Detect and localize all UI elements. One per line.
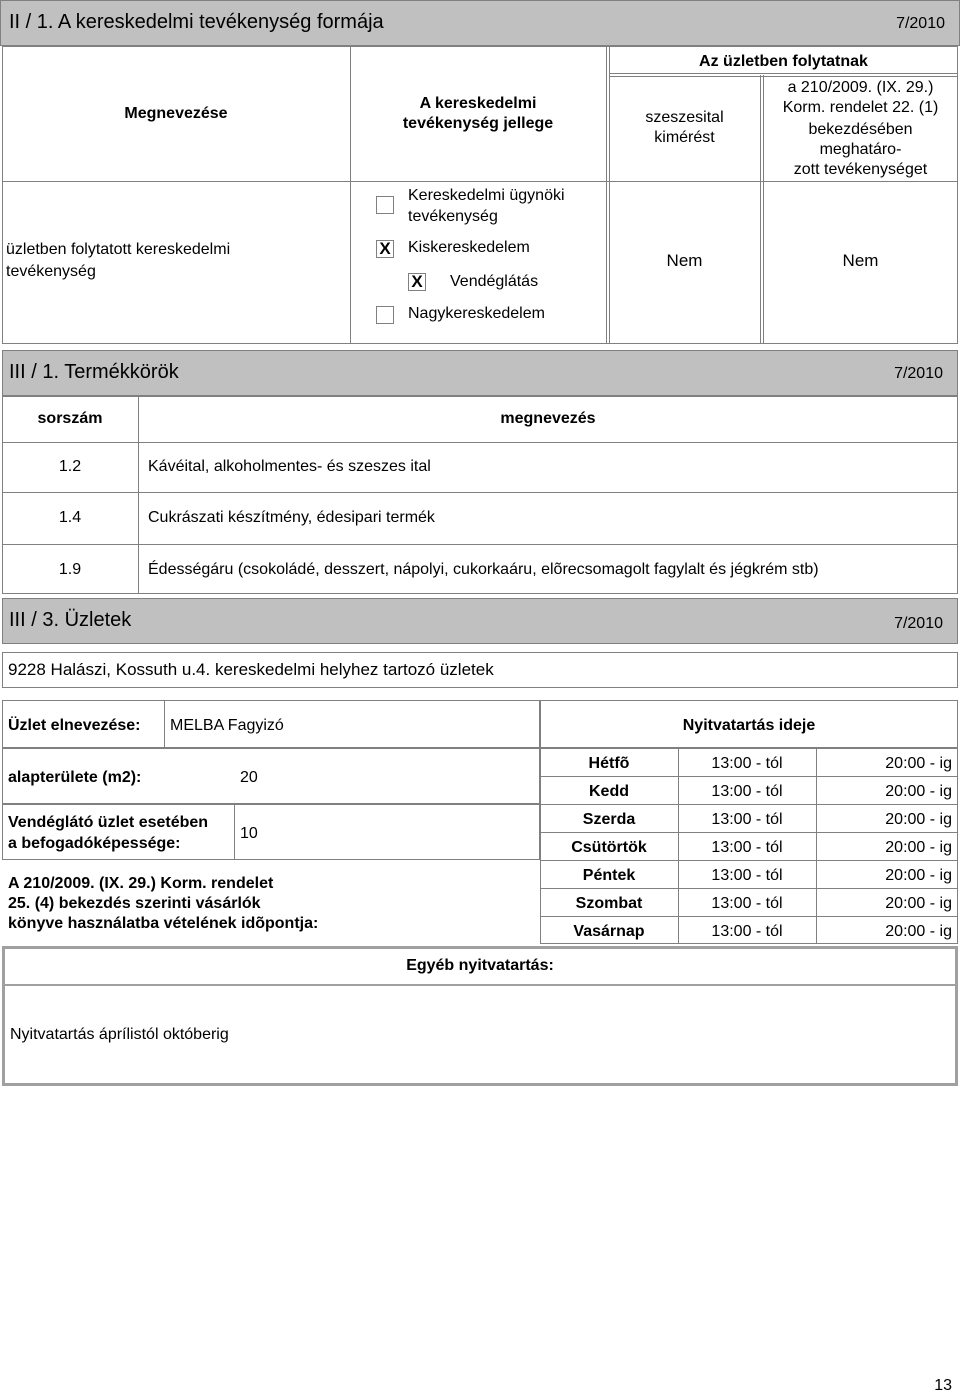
product-name: Kávéital, alkoholmentes- és szeszes ital bbox=[148, 458, 431, 475]
other-hours-value: Nyitvatartás áprílistól októberig bbox=[10, 1026, 229, 1043]
shop-name-value: MELBA Fagyizó bbox=[170, 717, 284, 734]
time-from: 13:00 - tól bbox=[711, 923, 783, 940]
day-label: Hétfõ bbox=[588, 755, 630, 772]
day-label: Vasárnap bbox=[573, 923, 645, 940]
col-reg-header-3: bekezdésében bbox=[808, 121, 913, 138]
time-from: 13:00 - tól bbox=[711, 839, 783, 856]
divider bbox=[540, 804, 958, 805]
section2-title: II / 1. A kereskedelmi tevékenység formája bbox=[9, 11, 384, 33]
day-label: Csütörtök bbox=[571, 839, 647, 856]
address-line: 9228 Halászi, Kossuth u.4. kereskedelmi helyhez tartozó üzletek bbox=[8, 660, 494, 679]
divider bbox=[2, 492, 958, 493]
other-hours-label: Egyéb nyitvatartás: bbox=[406, 957, 554, 974]
section3-3-year: 7/2010 bbox=[894, 615, 943, 632]
opt-agent-1: Kereskedelmi ügynöki bbox=[408, 187, 565, 204]
col-reg-header-2: Korm. rendelet 22. (1) bbox=[782, 99, 939, 116]
divider bbox=[234, 804, 235, 860]
page-number: 13 bbox=[934, 1377, 952, 1394]
area-label: alapterülete (m2): bbox=[8, 769, 142, 786]
section3-3-title: III / 3. Üzletek bbox=[9, 609, 132, 631]
day-label: Szerda bbox=[582, 811, 636, 828]
book-label-2: 25. (4) bekezdés szerinti vásárlók bbox=[8, 895, 261, 912]
opt-wholesale: Nagykereskedelem bbox=[408, 305, 545, 322]
col-nature-header-2: tevékenység jellege bbox=[402, 115, 554, 132]
product-no: 1.2 bbox=[58, 458, 82, 475]
time-from: 13:00 - tól bbox=[711, 867, 783, 884]
divider bbox=[350, 46, 351, 344]
divider bbox=[2, 181, 958, 182]
time-to: 20:00 - ig bbox=[885, 783, 952, 800]
time-from: 13:00 - tól bbox=[711, 895, 783, 912]
divider bbox=[540, 832, 958, 833]
divider bbox=[2, 984, 958, 986]
time-to: 20:00 - ig bbox=[885, 867, 952, 884]
divider bbox=[2, 544, 958, 545]
col-group-header: Az üzletben folytatnak bbox=[699, 53, 868, 70]
time-to: 20:00 - ig bbox=[885, 923, 952, 940]
col-product-header: megnevezés bbox=[500, 410, 596, 427]
col-name-header: Megnevezése bbox=[124, 105, 228, 122]
time-to: 20:00 - ig bbox=[885, 811, 952, 828]
time-from: 13:00 - tól bbox=[711, 783, 783, 800]
catering-checkbox[interactable]: X bbox=[408, 273, 426, 291]
opt-agent-2: tevékenység bbox=[408, 208, 498, 225]
col-reg-header-1: a 210/2009. (IX. 29.) bbox=[787, 79, 934, 96]
section3-1-year: 7/2010 bbox=[894, 365, 943, 382]
divider bbox=[540, 776, 958, 777]
col-reg-header-4: meghatáro- bbox=[819, 141, 902, 158]
time-from: 13:00 - tól bbox=[711, 755, 783, 772]
day-label: Kedd bbox=[589, 783, 629, 800]
divider bbox=[609, 76, 958, 77]
book-label-3: könyve használatba vételének idõpontja: bbox=[8, 915, 319, 932]
col-reg-header-5: zott tevékenységet bbox=[793, 161, 928, 178]
day-label: Szombat bbox=[575, 895, 643, 912]
divider bbox=[609, 46, 610, 344]
opt-catering: Vendéglátás bbox=[450, 273, 539, 290]
divider bbox=[540, 888, 958, 889]
alcohol-value: Nem bbox=[666, 251, 703, 270]
hours-title: Nyitvatartás ideje bbox=[682, 717, 816, 734]
retail-checkbox[interactable]: X bbox=[376, 240, 394, 258]
section3-1-title: III / 1. Termékkörök bbox=[9, 361, 179, 383]
divider bbox=[540, 916, 958, 917]
day-label: Péntek bbox=[582, 867, 636, 884]
time-from: 13:00 - tól bbox=[711, 811, 783, 828]
time-to: 20:00 - ig bbox=[885, 755, 952, 772]
product-name: Édességáru (csokoládé, desszert, nápolyi, cukorkaáru, elõrecsomagolt fagylalt és jégkrém stb) bbox=[148, 561, 819, 578]
divider bbox=[760, 75, 761, 344]
divider bbox=[609, 73, 958, 74]
section2-year: 7/2010 bbox=[896, 15, 945, 32]
book-label-1: A 210/2009. (IX. 29.) Korm. rendelet bbox=[8, 875, 274, 892]
shop-name-label: Üzlet elnevezése: bbox=[8, 717, 141, 734]
divider bbox=[540, 860, 958, 861]
divider bbox=[816, 748, 817, 944]
divider bbox=[606, 46, 607, 344]
agent-checkbox[interactable] bbox=[376, 196, 394, 214]
row-name-1: üzletben folytatott kereskedelmi bbox=[6, 241, 231, 258]
time-to: 20:00 - ig bbox=[885, 839, 952, 856]
divider bbox=[164, 700, 165, 748]
col-alcohol-header-2: kimérést bbox=[654, 129, 715, 146]
section2-header bbox=[0, 0, 960, 46]
capacity-label-1: Vendéglátó üzlet esetében bbox=[8, 814, 209, 831]
section3-1-header bbox=[2, 350, 958, 396]
section3-3-header bbox=[2, 598, 958, 644]
opt-retail: Kiskereskedelem bbox=[408, 239, 530, 256]
wholesale-checkbox[interactable] bbox=[376, 306, 394, 324]
col-no-header: sorszám bbox=[37, 410, 103, 427]
reg-value: Nem bbox=[842, 251, 879, 270]
product-no: 1.9 bbox=[58, 561, 82, 578]
area-value: 20 bbox=[240, 769, 258, 786]
divider bbox=[2, 442, 958, 443]
product-no: 1.4 bbox=[58, 509, 82, 526]
row-name-2: tevékenység bbox=[6, 263, 96, 280]
capacity-value: 10 bbox=[240, 825, 258, 842]
time-to: 20:00 - ig bbox=[885, 895, 952, 912]
col-nature-header-1: A kereskedelmi bbox=[419, 95, 537, 112]
capacity-label-2: a befogadóképessége: bbox=[8, 835, 181, 852]
product-name: Cukrászati készítmény, édesipari termék bbox=[148, 509, 435, 526]
col-alcohol-header-1: szeszesital bbox=[645, 109, 724, 126]
